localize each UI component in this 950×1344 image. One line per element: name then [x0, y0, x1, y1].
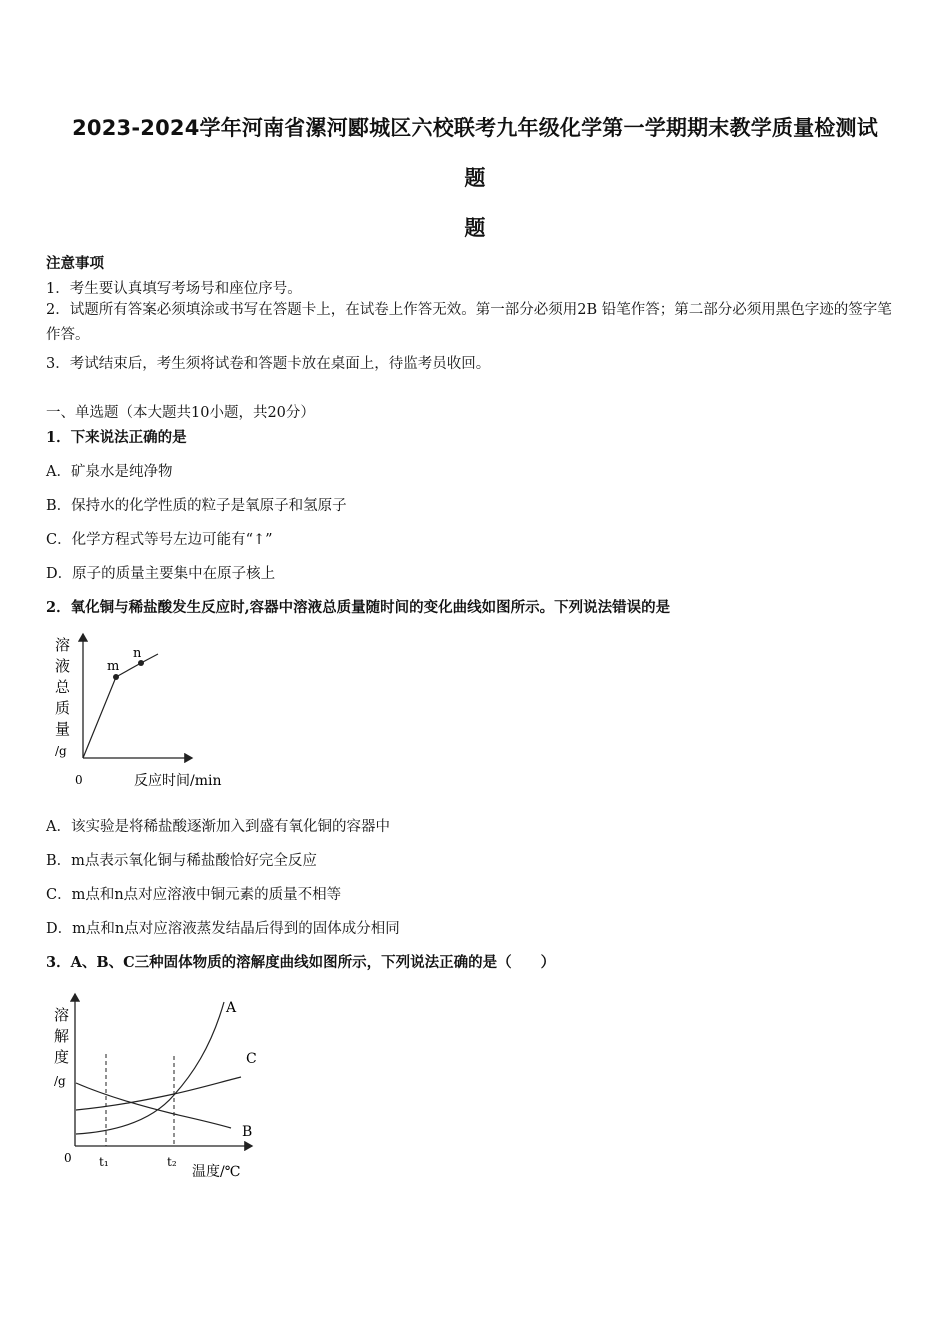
q2-stem: 2．氧化铜与稀盐酸发生反应时,容器中溶液总质量随时间的变化曲线如图所示。下列说法错误的是 — [46, 599, 671, 616]
section-heading: 一、单选题（本大题共10小题，共20分） — [46, 405, 315, 421]
q3-t2-label: t₂ — [167, 1155, 177, 1169]
q3-label-c: C — [246, 1051, 257, 1067]
exam-title-line1: 2023-2024学年河南省漯河郾城区六校联考九年级化学第一学期期末教学质量检测试 — [72, 116, 878, 140]
q2-option-d: D．m点和n点对应溶液蒸发结晶后得到的固体成分相同 — [46, 921, 400, 937]
q3-ylabel-2: 解 — [54, 1027, 70, 1045]
q2-curve — [83, 654, 158, 758]
notice-heading: 注意事项 — [46, 255, 104, 272]
q2-option-b: B．m点表示氧化铜与稀盐酸恰好完全反应 — [46, 853, 317, 869]
q3-origin: 0 — [64, 1151, 72, 1165]
q2-ylabel-2: 液 — [55, 657, 71, 675]
q3-ylabel-3: 度 — [54, 1048, 70, 1066]
exam-title-line2: 题 — [464, 166, 486, 190]
notice-item-1: 1．考生要认真填写考场号和座位序号。 — [46, 281, 302, 297]
q2-origin: 0 — [75, 773, 83, 787]
q2-ylabel-4: 质 — [55, 699, 71, 717]
q1-option-c: C．化学方程式等号左边可能有“↑” — [46, 532, 273, 548]
q3-xlabel: 温度/℃ — [192, 1164, 241, 1180]
q2-figure — [46, 628, 246, 798]
q2-option-a: A．该实验是将稀盐酸逐渐加入到盛有氧化铜的容器中 — [46, 819, 390, 835]
q3-figure — [46, 988, 276, 1188]
q3-label-b: B — [242, 1124, 253, 1140]
q3-ylabel-4: /g — [54, 1074, 66, 1088]
q3-curve-a — [76, 1002, 224, 1134]
q3-label-a: A — [226, 1000, 237, 1016]
q1-option-d: D．原子的质量主要集中在原子核上 — [46, 566, 276, 582]
q3-t1-label: t₁ — [99, 1155, 109, 1169]
q2-point-m — [113, 674, 119, 680]
q3-curve-c — [76, 1077, 241, 1110]
q1-stem: 1．下来说法正确的是 — [46, 429, 187, 446]
q3-curve-b — [76, 1083, 231, 1128]
q2-label-n: n — [133, 646, 142, 661]
q2-ylabel-1: 溶 — [55, 636, 71, 654]
notice-item-3: 3．考试结束后，考生须将试卷和答题卡放在桌面上，待监考员收回。 — [46, 356, 491, 372]
q2-label-m: m — [107, 659, 120, 674]
q3-stem: 3．A、B、C三种固体物质的溶解度曲线如图所示，下列说法正确的是（ ） — [46, 954, 556, 971]
q2-xlabel: 反应时间/min — [134, 773, 222, 789]
notice-item-2: 2．试题所有答案必须填涂或书写在答题卡上，在试卷上作答无效。第一部分必须用2B 铅笔作答；第二部分必须用黑色字迹的签字笔作答。 — [46, 302, 892, 343]
q2-ylabel-5: 量 — [55, 720, 71, 738]
q2-ylabel-6: /g — [55, 744, 67, 758]
q1-option-b: B．保持水的化学性质的粒子是氧原子和氢原子 — [46, 498, 347, 514]
q2-option-c: C．m点和n点对应溶液中铜元素的质量不相等 — [46, 887, 342, 903]
q2-ylabel-3: 总 — [55, 678, 71, 696]
exam-title-line3: 题 — [464, 216, 486, 240]
q3-ylabel-1: 溶 — [54, 1006, 70, 1024]
q1-option-a: A．矿泉水是纯净物 — [46, 464, 173, 480]
